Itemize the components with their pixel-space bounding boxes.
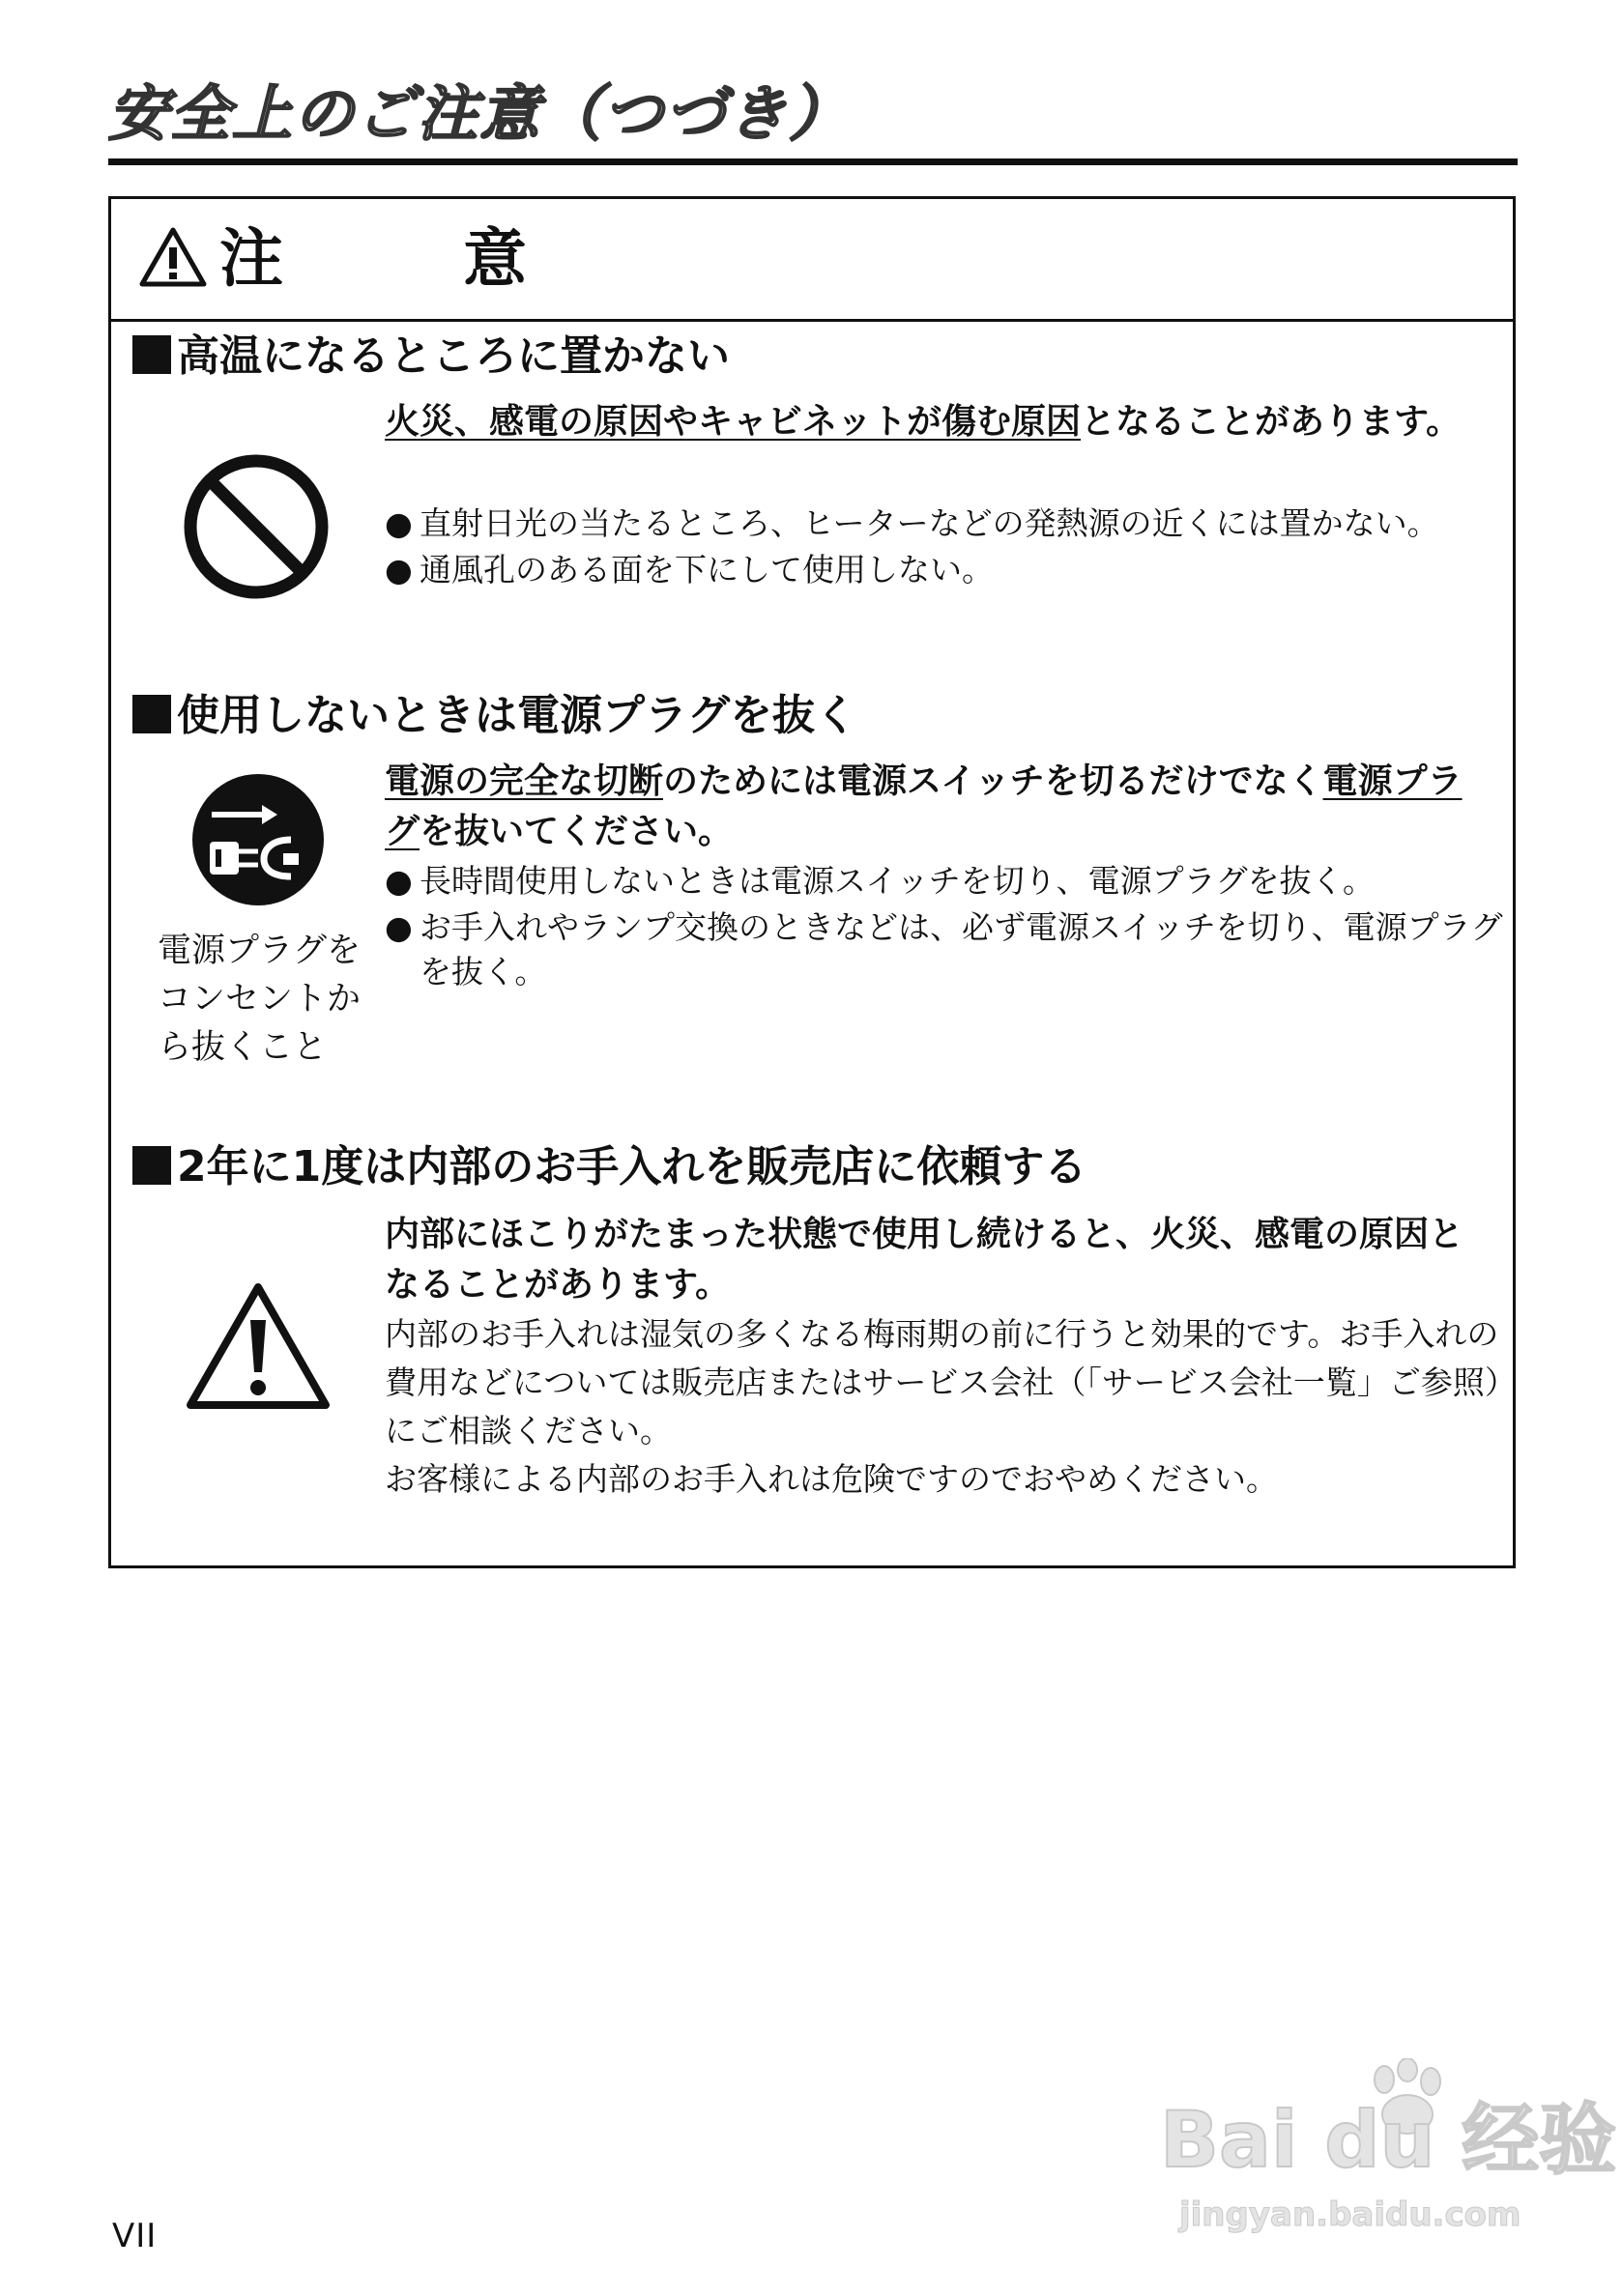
page-header bbox=[108, 75, 1518, 153]
unplug-caption: 電源プラグをコンセントから抜くこと bbox=[158, 932, 362, 1067]
caution-title: 注 意 bbox=[219, 221, 585, 296]
bullet-list bbox=[385, 859, 1506, 996]
section-lead-text: 火災、感電の原因やキャビネットが傷む原因となることがあります。 bbox=[385, 402, 1462, 442]
section-heading: 2年に1度は内部のお手入れを販売店に依頼する bbox=[132, 1138, 1086, 1196]
bullet-list bbox=[385, 502, 1506, 594]
watermark-url: jingyan.baidu.com bbox=[1179, 2196, 1521, 2234]
section-unplug bbox=[111, 687, 1513, 1093]
body-paragraph: 内部のお手入れは湿気の多くなる梅雨期の前に行うと効果的です。お手入れの費用などについては販売店またはサービス会社（「サービス会社一覧」ご参照）にご相談ください。 bbox=[385, 1315, 1501, 1449]
section-heading: 高温になるところに置かない bbox=[132, 328, 730, 386]
square-bullet-icon bbox=[132, 695, 171, 733]
section-high-temperature bbox=[111, 328, 1513, 646]
header-divider bbox=[108, 158, 1518, 165]
list-item: ● 長時間使用しないときは電源スイッチを切り、電源プラグを抜く。 bbox=[385, 862, 1376, 900]
caution-header bbox=[111, 199, 1513, 322]
square-bullet-icon bbox=[132, 1146, 171, 1185]
unplug-icon bbox=[190, 772, 326, 907]
watermark-brand: Bai du 经验 bbox=[1160, 2095, 1617, 2185]
square-bullet-icon bbox=[132, 335, 171, 374]
section-internal-cleaning bbox=[111, 1138, 1513, 1544]
exclamation-warning-icon bbox=[185, 1281, 332, 1411]
baidu-watermark bbox=[1141, 2058, 1617, 2252]
list-item: ● 通風孔のある面を下にして使用しない。 bbox=[385, 551, 994, 588]
page-number: VII bbox=[112, 2217, 158, 2255]
section-body bbox=[385, 1310, 1506, 1504]
prohibited-icon bbox=[181, 451, 332, 602]
section-lead-text: 電源の完全な切断のためには電源スイッチを切るだけでなく電源プラグを抜いてください。 bbox=[385, 761, 1463, 851]
body-paragraph: お客様による内部のお手入れは危険ですのでおやめください。 bbox=[385, 1460, 1278, 1498]
caution-box bbox=[108, 196, 1516, 1568]
page-title: 安全上のご注意（つづき） bbox=[108, 78, 852, 149]
list-item: ● お手入れやランプ交換のときなどは、必ず電源スイッチを切り、電源プラグを抜く。 bbox=[385, 908, 1503, 990]
list-item: ● 直射日光の当たるところ、ヒーターなどの発熱源の近くには置かない。 bbox=[385, 504, 1439, 542]
section-heading: 使用しないときは電源プラグを抜く bbox=[132, 687, 857, 745]
warning-triangle-icon bbox=[138, 226, 208, 288]
section-lead-text: 内部にほこりがたまった状態で使用し続けると、火災、感電の原因となることがあります。 bbox=[385, 1215, 1464, 1305]
